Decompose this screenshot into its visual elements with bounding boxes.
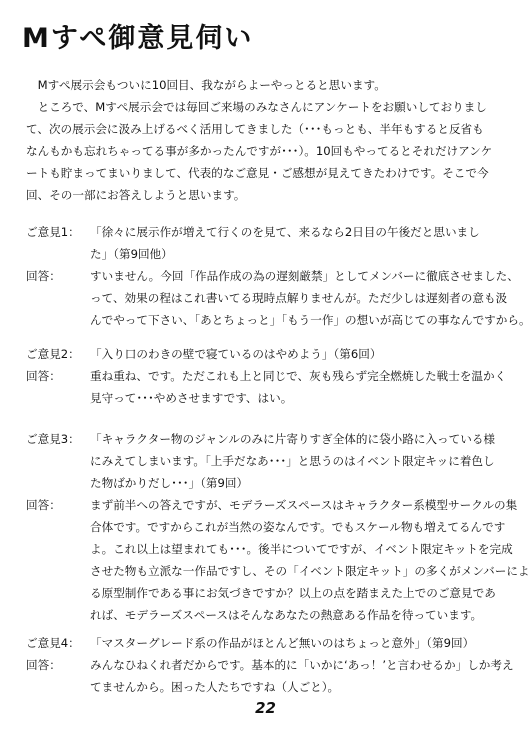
- question-text: 「キャラクター物のジャンルのみに片寄りすぎ全体的に袋小路に入っている様: [90, 432, 496, 446]
- answer-text: みんなひねくれ者だからです。基本的に「いかに‘あっ！’と言わせるか」しか考え: [90, 658, 514, 672]
- question-label: ご意見4：: [26, 636, 80, 650]
- intro-line: Mすぺ展示会もついに10回目、我ながらよーやっとると思います。: [37, 78, 386, 92]
- answer-row: [26, 365, 516, 387]
- answer-text: てませんから。困った人たちですね（人ごと）。: [90, 680, 340, 694]
- answer-text: よ。これ以上は望まれても･･･。後半についてですが、イベント限定キットを完成: [90, 542, 513, 556]
- answer-row: [26, 265, 519, 287]
- answer-text: る原型制作である事にお気づきですか？以上の点を踏まえた上でのご意見であ: [90, 586, 496, 600]
- answer-text: 重ね重ね、です。ただこれも上と同じで、灰も残らず完全燃焼した戦士を温かく: [90, 369, 507, 383]
- question-label: ご意見1：: [26, 225, 80, 239]
- question-row: [26, 221, 516, 243]
- answer-label: 回答：: [26, 369, 61, 383]
- intro-line: なんもかも忘れちゃってる事が多かったんですが･･･）。10回もやってるとそれだけアンケ: [26, 144, 493, 158]
- qa-block-2: [26, 343, 516, 409]
- question-text: にみえてしまいます。「上手だなあ･･･」と思うのはイベント限定キッに着色し: [90, 454, 495, 468]
- qa-block-3: [26, 428, 530, 626]
- intro-line: て、次の展示会に汲み上げるべく活用してきました（･･･もっとも、半年もすると反省も: [26, 122, 484, 136]
- answer-text: 見守って･･･やめさせますです、はい。: [90, 391, 293, 405]
- answer-text: んでやって下さい、「あとちょっと」「もう一作」の想いが高じての事なんですから。: [90, 313, 531, 327]
- page-title: Mすぺ御意見伺い: [22, 23, 254, 54]
- question-text: 「マスターグレード系の作品がほとんど無いのはちょっと意外」（第9回）: [90, 636, 475, 650]
- question-label: ご意見3：: [26, 432, 80, 446]
- answer-text: まず前半への答えですが、モデラーズスペースはキャラクター系模型サークルの集: [90, 498, 518, 512]
- answer-text: って、効果の程はこれ書いてる現時点解りませんが。ただ少しは遅刻者の意も汲: [90, 291, 508, 305]
- question-text: 「入り口のわきの壁で寝ているのはやめよう」（第6回）: [90, 347, 382, 361]
- answer-text: 合体です。ですからこれが当然の姿なんです。でもスケール物も増えてるんです: [90, 520, 506, 534]
- answer-text: させた物も立派な一作品ですし、その「イベント限定キット」の多くがメンバーによ: [90, 564, 530, 578]
- answer-label: 回答：: [26, 498, 61, 512]
- question-label: ご意見2：: [26, 347, 80, 361]
- answer-row: [26, 494, 516, 516]
- question-text: た」（第9回他）: [90, 247, 173, 261]
- qa-block-1: [26, 221, 531, 331]
- intro-line: ートも貯まってまいりまして、代表的なご意見・ご感想が見えてきたわけです。そこで今: [26, 166, 489, 180]
- answer-label: 回答：: [26, 269, 61, 283]
- intro-line: ところで、Mすぺ展示会では毎回ご来場のみなさんにアンケートをお願いしておりまし: [37, 100, 487, 114]
- question-row: [26, 343, 516, 365]
- intro-line: 回、その一部にお答えしようと思います。: [26, 188, 246, 202]
- question-text: 「徐々に展示作が増えて行くのを見て、来るなら2日目の午後だと思いまし: [90, 225, 480, 239]
- answer-text: れば、モデラーズスペースはそんなあなたの熱意ある作品を待っています。: [90, 608, 483, 622]
- answer-row: [26, 654, 516, 676]
- qa-block-4: [26, 632, 516, 698]
- answer-text: すいません。今回「作品作成の為の遅刻厳禁」としてメンバーに徹底させました、: [90, 269, 519, 283]
- question-row: [26, 428, 516, 450]
- question-row: [26, 632, 516, 654]
- question-text: た物ばかりだし･･･」（第9回）: [90, 476, 249, 490]
- page-number: 22: [255, 699, 276, 717]
- intro-paragraph: [26, 74, 506, 206]
- answer-label: 回答：: [26, 658, 61, 672]
